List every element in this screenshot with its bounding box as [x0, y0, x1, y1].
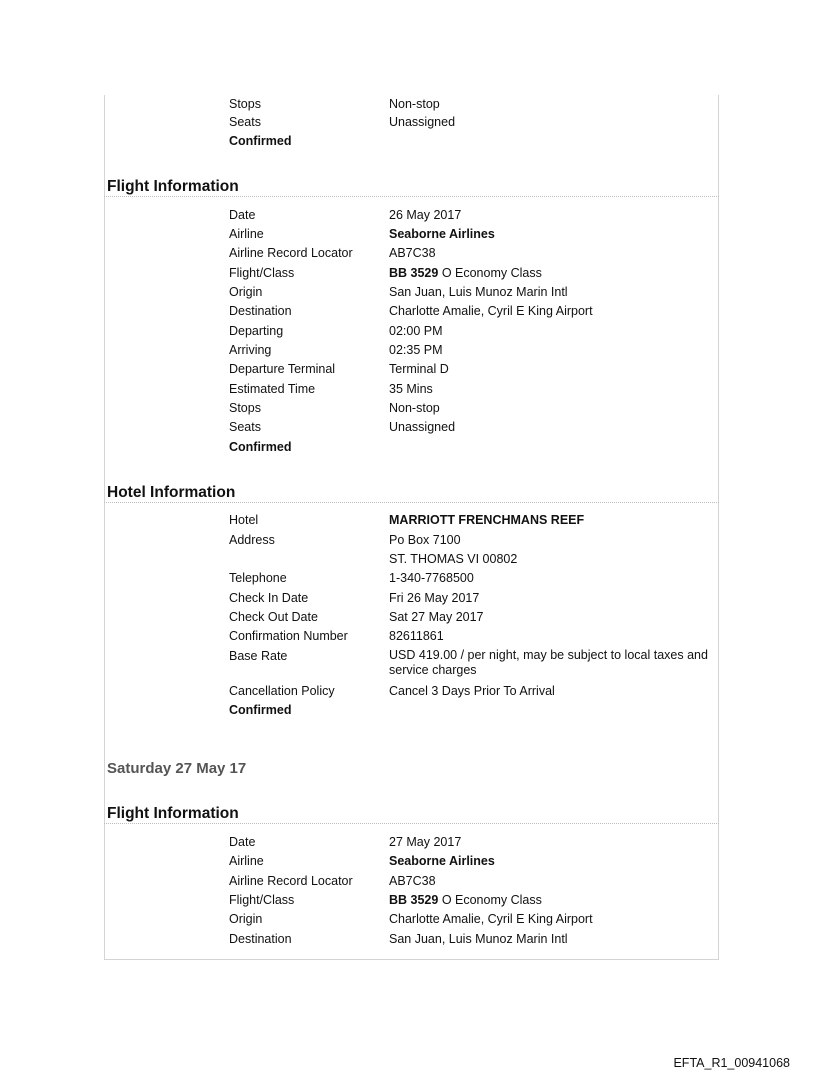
- fare-class: O Economy Class: [438, 266, 542, 280]
- day-heading: Saturday 27 May 17: [107, 760, 247, 777]
- row-label: Confirmation Number: [229, 629, 348, 643]
- row-value: Non-stop: [389, 401, 440, 415]
- detail-row-stops: [0, 399, 816, 417]
- detail-row-seats: [0, 418, 816, 436]
- row-label: Address: [229, 533, 275, 547]
- status-confirmed: Confirmed: [229, 703, 292, 717]
- detail-row-address-line-2: [0, 550, 816, 568]
- row-value: MARRIOTT FRENCHMANS REEF: [389, 513, 585, 527]
- row-label: Cancellation Policy: [229, 684, 335, 698]
- row-label: Airline: [229, 854, 264, 868]
- row-value: [389, 891, 542, 909]
- row-value: Cancel 3 Days Prior To Arrival: [389, 684, 555, 698]
- row-label: Check Out Date: [229, 610, 318, 624]
- status-row: [0, 132, 816, 150]
- row-value: 26 May 2017: [389, 208, 462, 222]
- row-label: Telephone: [229, 571, 287, 585]
- fare-class: O Economy Class: [438, 893, 542, 907]
- row-label: Destination: [229, 304, 292, 318]
- row-value: AB7C38: [389, 874, 436, 888]
- row-value: AB7C38: [389, 246, 436, 260]
- row-value: San Juan, Luis Munoz Marin Intl: [389, 285, 568, 299]
- detail-row-departure-terminal: [0, 360, 816, 378]
- detail-row-airline: [0, 852, 816, 870]
- status-confirmed: Confirmed: [229, 134, 292, 148]
- flight-number: BB 3529: [389, 266, 439, 280]
- detail-row-record-locator: [0, 872, 816, 890]
- row-label: Stops: [229, 97, 261, 111]
- row-label: Airline: [229, 227, 264, 241]
- row-label: Origin: [229, 285, 263, 299]
- row-value: 02:00 PM: [389, 324, 443, 338]
- row-label: Base Rate: [229, 649, 288, 663]
- row-label: Check In Date: [229, 591, 309, 605]
- row-value: 02:35 PM: [389, 343, 443, 357]
- row-value: 1-340-7768500: [389, 571, 474, 585]
- row-value: Po Box 7100: [389, 533, 461, 547]
- detail-row-origin: [0, 283, 816, 301]
- flight-number: BB 3529: [389, 893, 439, 907]
- row-value: USD 419.00 / per night, may be subject to local taxes and service charges: [389, 648, 708, 677]
- row-value: Unassigned: [389, 115, 456, 129]
- row-value: Unassigned: [389, 420, 456, 434]
- detail-row-airline: [0, 225, 816, 243]
- row-value: ST. THOMAS VI 00802: [389, 552, 518, 566]
- section-title-flight-1: Flight Information: [107, 178, 239, 195]
- detail-row-origin: [0, 910, 816, 928]
- row-value: 82611861: [389, 629, 444, 643]
- row-value: Seaborne Airlines: [389, 227, 495, 241]
- section-divider: [104, 502, 719, 503]
- row-label: Departure Terminal: [229, 362, 336, 376]
- detail-row-date: [0, 206, 816, 224]
- section-title-flight-2: Flight Information: [107, 805, 239, 822]
- detail-row-cancellation: [0, 682, 816, 700]
- row-label: Date: [229, 835, 256, 849]
- row-value: 35 Mins: [389, 382, 433, 396]
- status-row: [0, 438, 816, 456]
- row-label: Arriving: [229, 343, 272, 357]
- row-label: Estimated Time: [229, 382, 316, 396]
- detail-row-check-out: [0, 608, 816, 626]
- detail-row-flight-class: [0, 891, 816, 909]
- row-value: Sat 27 May 2017: [389, 610, 484, 624]
- row-label: Departing: [229, 324, 284, 338]
- detail-row-telephone: [0, 569, 816, 587]
- detail-row-destination: [0, 930, 816, 948]
- detail-row-base-rate: [0, 647, 816, 677]
- row-label: Stops: [229, 401, 261, 415]
- detail-row-seats: [0, 113, 816, 131]
- row-label: Date: [229, 208, 256, 222]
- row-label: Flight/Class: [229, 893, 295, 907]
- section-title-hotel: Hotel Information: [107, 484, 236, 501]
- row-value: 27 May 2017: [389, 835, 462, 849]
- row-label: Seats: [229, 115, 261, 129]
- section-divider: [104, 823, 719, 824]
- detail-row-confirmation: [0, 627, 816, 645]
- detail-row-check-in: [0, 589, 816, 607]
- row-label: Origin: [229, 912, 263, 926]
- document-id: EFTA_R1_00941068: [673, 1056, 790, 1070]
- section-divider: [104, 196, 719, 197]
- row-value: Charlotte Amalie, Cyril E King Airport: [389, 304, 593, 318]
- detail-row-date: [0, 833, 816, 851]
- row-value: [389, 264, 542, 282]
- detail-row-stops: [0, 95, 816, 113]
- row-label: Destination: [229, 932, 292, 946]
- row-label: Airline Record Locator: [229, 874, 353, 888]
- detail-row-address: [0, 531, 816, 549]
- detail-row-departing: [0, 322, 816, 340]
- row-label: Flight/Class: [229, 266, 295, 280]
- row-value: San Juan, Luis Munoz Marin Intl: [389, 932, 568, 946]
- row-label: Seats: [229, 420, 261, 434]
- row-value: Fri 26 May 2017: [389, 591, 480, 605]
- detail-row-arriving: [0, 341, 816, 359]
- detail-row-destination: [0, 302, 816, 320]
- row-value: Charlotte Amalie, Cyril E King Airport: [389, 912, 593, 926]
- detail-row-hotel: [0, 511, 816, 529]
- row-label: Hotel: [229, 513, 259, 527]
- detail-row-flight-class: [0, 264, 816, 282]
- row-value: Terminal D: [389, 362, 449, 376]
- status-row: [0, 701, 816, 719]
- row-value: Seaborne Airlines: [389, 854, 495, 868]
- detail-row-record-locator: [0, 244, 816, 262]
- detail-row-estimated-time: [0, 380, 816, 398]
- status-confirmed: Confirmed: [229, 440, 292, 454]
- row-value: Non-stop: [389, 97, 440, 111]
- row-label: Airline Record Locator: [229, 246, 353, 260]
